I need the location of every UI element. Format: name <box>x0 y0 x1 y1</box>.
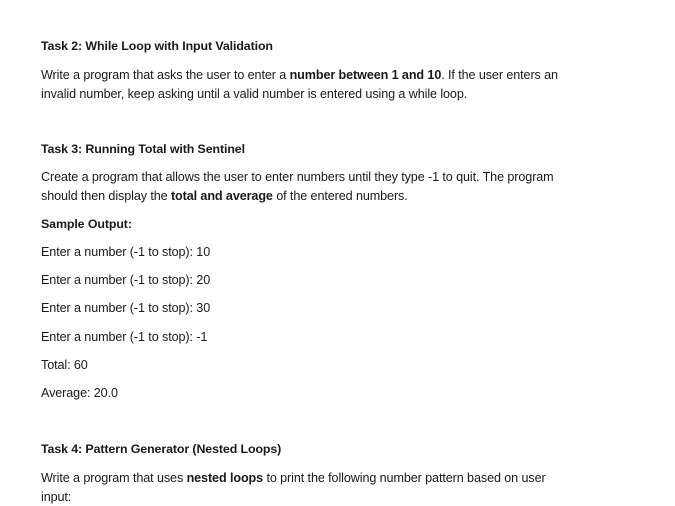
emphasis: total and average <box>170 189 273 203</box>
sample-output-line: Enter a number (-1 to stop): -1 <box>41 330 208 344</box>
task2-paragraph-line1 <box>41 67 558 84</box>
text: . If the user enters an <box>441 68 558 82</box>
sample-output-line: Total: 60 <box>41 358 88 372</box>
text: Write a program that asks the user to enter a <box>41 68 290 82</box>
sample-output-line: Enter a number (-1 to stop): 30 <box>41 301 211 315</box>
task3-paragraph-line2 <box>41 188 408 205</box>
task2-heading: Task 2: While Loop with Input Validation <box>41 39 273 53</box>
task4-paragraph-line2: input: <box>41 490 72 504</box>
text: of the entered numbers. <box>272 189 408 203</box>
emphasis: nested loops <box>186 471 264 485</box>
task2-paragraph-line2: invalid number, keep asking until a valid number is entered using a while loop. <box>41 87 468 101</box>
task4-paragraph-line1 <box>41 470 546 487</box>
text: should then display the <box>41 189 171 203</box>
task4-heading: Task 4: Pattern Generator (Nested Loops) <box>41 442 282 456</box>
sample-output-line: Enter a number (-1 to stop): 20 <box>41 273 211 287</box>
sample-output-line: Average: 20.0 <box>41 386 118 400</box>
text: to print the following number pattern based on user <box>263 471 546 485</box>
emphasis: number between 1 and 10 <box>289 68 442 82</box>
sample-output-label: Sample Output: <box>41 217 132 231</box>
task3-paragraph-line1: Create a program that allows the user to enter numbers until they type -1 to quit. The program <box>41 170 554 184</box>
text: Write a program that uses <box>41 471 187 485</box>
sample-output-line: Enter a number (-1 to stop): 10 <box>41 245 211 259</box>
task3-heading: Task 3: Running Total with Sentinel <box>41 142 245 156</box>
